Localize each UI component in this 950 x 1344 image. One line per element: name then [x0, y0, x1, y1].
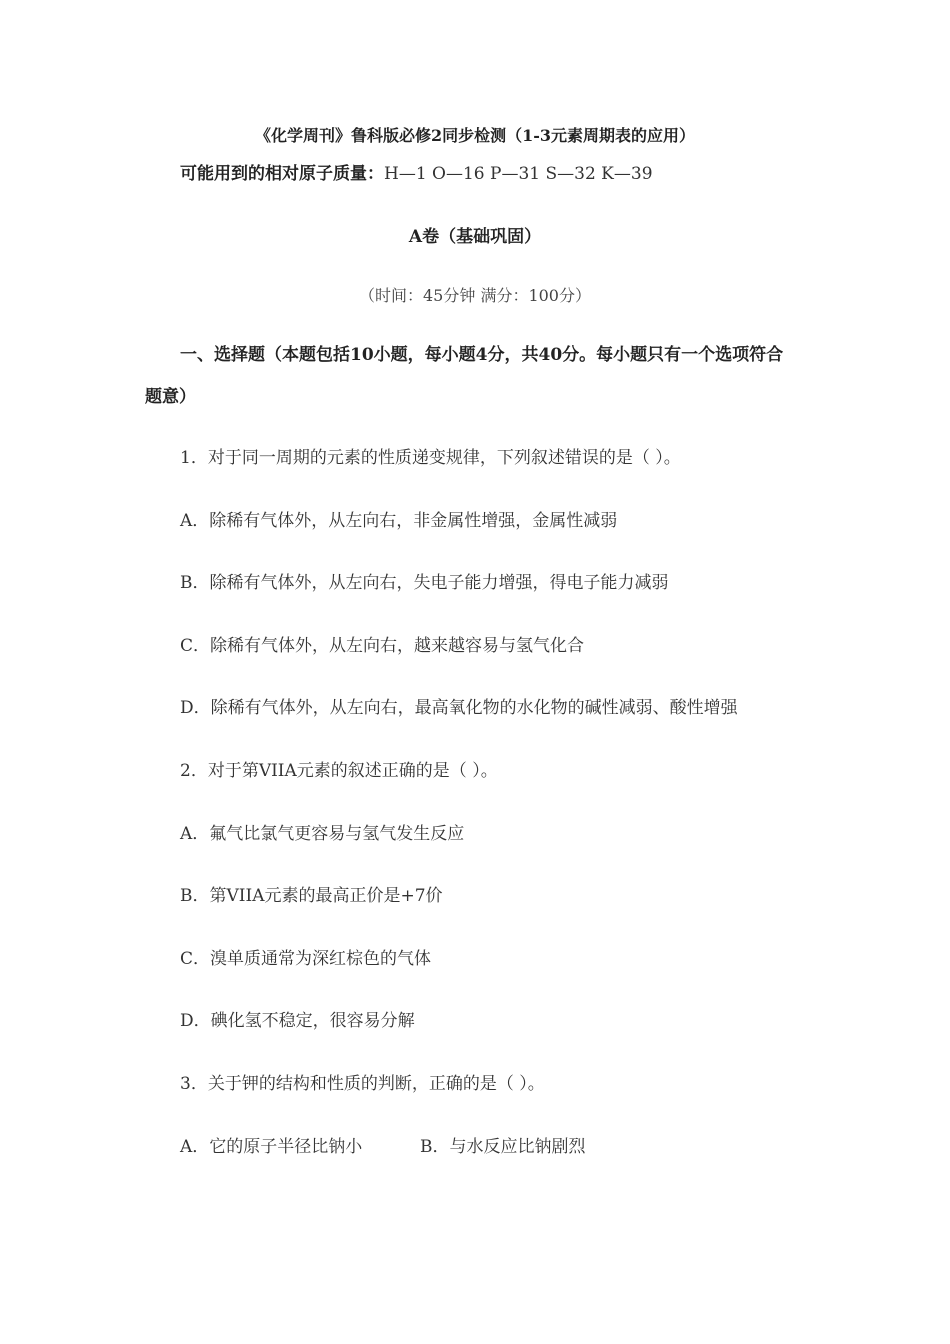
question-2-option-d: D．碘化氢不稳定，很容易分解: [180, 1011, 415, 1031]
question-2-option-c: C．溴单质通常为深红棕色的气体: [180, 949, 432, 969]
atomic-masses-label: 可能用到的相对原子质量：: [180, 164, 384, 184]
question-3-stem: 3．关于钾的结构和性质的判断，正确的是（ ）。: [180, 1074, 545, 1094]
question-1-option-d: D．除稀有气体外，从左向右，最高氧化物的水化物的碱性减弱、酸性增强: [180, 698, 738, 718]
question-1-option-c: C．除稀有气体外，从左向右，越来越容易与氢气化合: [180, 636, 585, 656]
volume-title: A卷（基础巩固）: [408, 227, 542, 247]
question-2-option-b: B．第VIIA元素的最高正价是+7价: [180, 886, 443, 906]
question-2-option-a: A．氟气比氯气更容易与氢气发生反应: [180, 824, 465, 844]
atomic-masses-line: [180, 162, 653, 186]
question-1-option-a: A．除稀有气体外，从左向右，非金属性增强，金属性减弱: [180, 511, 618, 531]
question-1-option-b: B．除稀有气体外，从左向右，失电子能力增强，得电子能力减弱: [180, 573, 669, 593]
question-3-option-a: A．它的原子半径比钠小: [180, 1137, 363, 1157]
document-title: 《化学周刊》鲁科版必修2同步检测（1-3元素周期表的应用）: [254, 126, 696, 145]
question-2-stem: 2．对于第VIIA元素的叙述正确的是（ ）。: [180, 761, 498, 781]
section-heading-line1: 一、选择题（本题包括10小题，每小题4分，共40分。每小题只有一个选项符合: [180, 345, 784, 365]
question-3-option-b: B．与水反应比钠剧烈: [420, 1137, 586, 1157]
time-info: （时间：45分钟 满分：100分）: [359, 286, 591, 305]
atomic-masses-values: H—1 O—16 P—31 S—32 K—39: [384, 164, 653, 184]
question-1-stem: 1．对于同一周期的元素的性质递变规律，下列叙述错误的是（ ）。: [180, 448, 681, 468]
section-heading-line2: 题意）: [145, 387, 196, 407]
